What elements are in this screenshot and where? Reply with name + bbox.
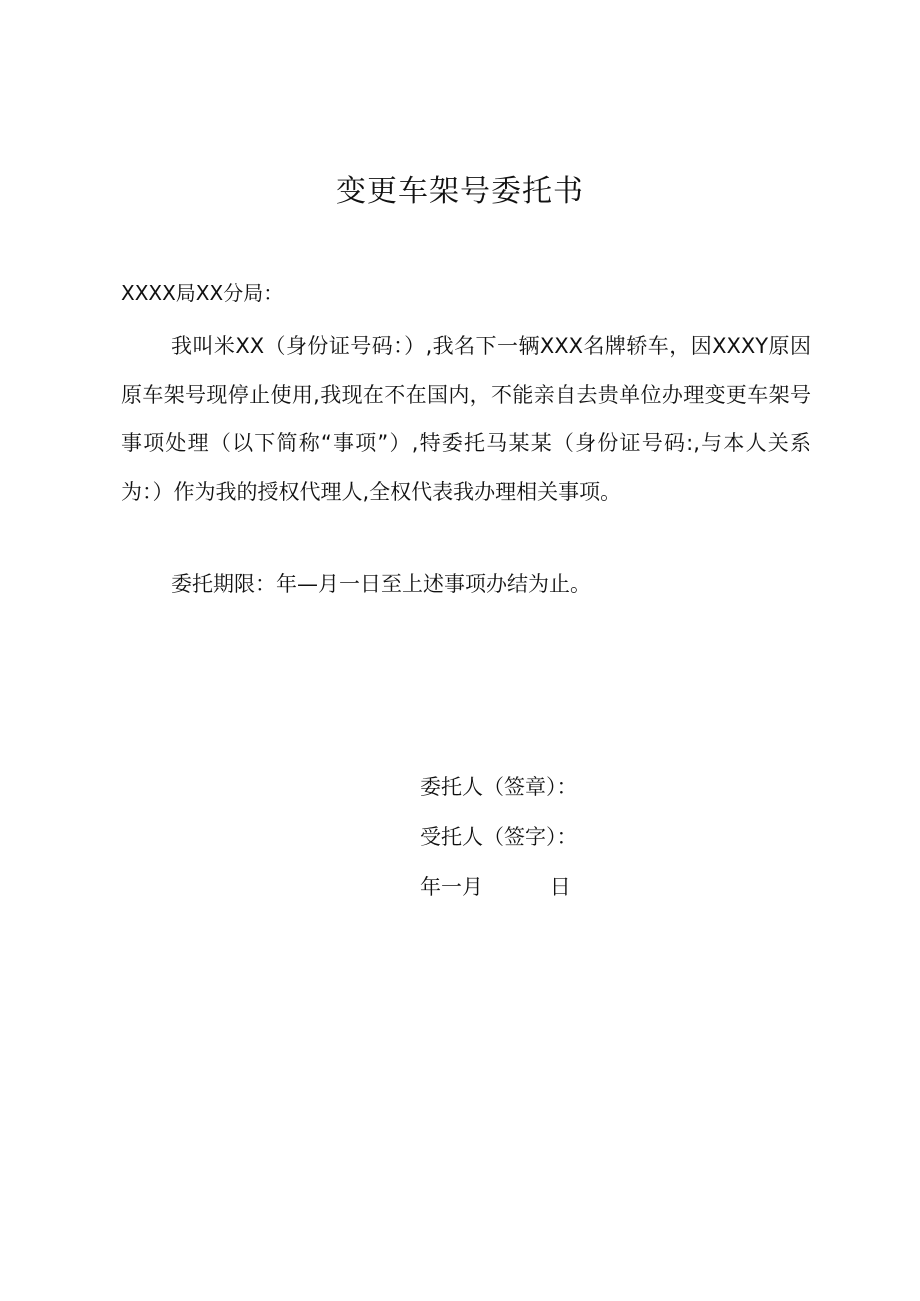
agent-signature-line: 受托人（签字）： bbox=[420, 825, 578, 849]
authorization-term: 委托期限：年—月一日至上述事项办结为止。 bbox=[171, 572, 591, 596]
signature-block bbox=[420, 762, 720, 912]
date-line: 年一月 日 bbox=[420, 875, 571, 899]
salutation: XXXX局XX分局： bbox=[121, 281, 284, 305]
document-title: 变更车架号委托书 bbox=[336, 174, 584, 209]
principal-signature-line: 委托人（签章）： bbox=[420, 775, 578, 799]
body-paragraph: 我叫米XX（身份证号码：）,我名下一辆XXX名牌轿车，因XXXY原因原车架号现停止使用,我现在不在国内，不能亲自去贵单位办理变更车架号事项处理（以下简称“事项”）,特委托马某某（身份证号码:,与本人关系为：）作为我的授权代理人,全权代表我办理相关事项。 bbox=[121, 334, 811, 504]
